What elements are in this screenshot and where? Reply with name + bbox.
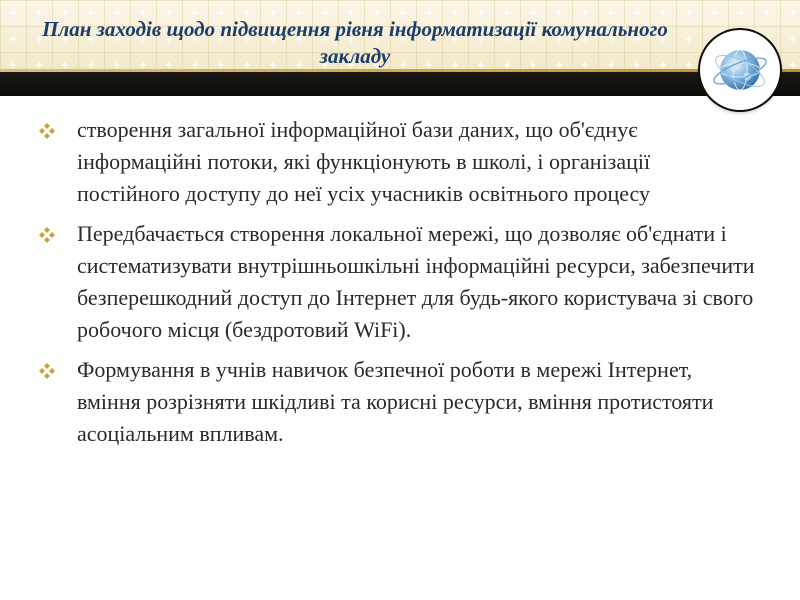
bullet-text: Передбачається створення локальної мережі, що дозволяє об'єднати і систематизувати внутрішньошкільні інформаційні ресурси, забезпечити безперешкодний доступ до Інтернет для будь-якого користувача зі свого робочого місця (бездротовий WiFi). [77, 221, 755, 342]
slide-content [36, 114, 756, 458]
slide-title: План заходів щодо підвищення рівня інформатизації комунального закладу [42, 17, 668, 68]
bullet-item [36, 114, 756, 210]
bullet-item [36, 218, 756, 346]
globe-icon [710, 40, 770, 100]
bullet-text: Формування в учнів навичок безпечної роботи в мережі Інтернет, вміння розрізняти шкідливі та корисні ресурси, вміння протистояти асоціальним впливам. [77, 357, 714, 446]
bullet-list [36, 114, 756, 450]
header-dark-band [0, 72, 800, 96]
gold-diamond-cluster-icon [38, 122, 56, 140]
bullet-text: створення загальної інформаційної бази даних, що об'єднує інформаційні потоки, які функціонують в школі, і організації постійного доступу до неї усіх учасників освітнього процесу [77, 117, 651, 206]
globe-badge [700, 30, 780, 110]
gold-diamond-cluster-icon [38, 226, 56, 244]
bullet-item [36, 354, 756, 450]
gold-diamond-cluster-icon [38, 362, 56, 380]
